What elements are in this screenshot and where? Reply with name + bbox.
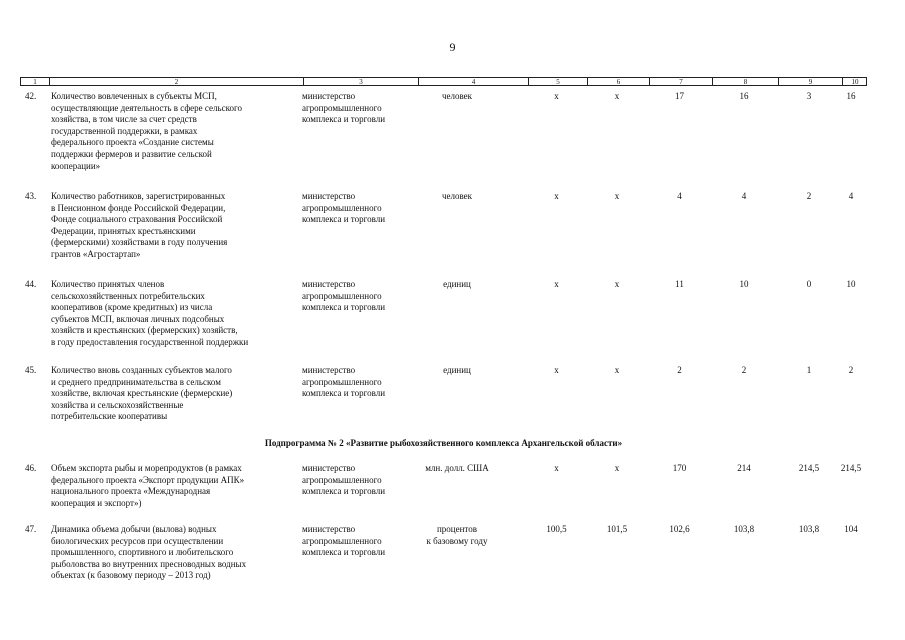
value-cell: 10 bbox=[846, 279, 856, 289]
indicator-name bbox=[51, 365, 291, 423]
responsible-org-line: министерство bbox=[302, 191, 356, 201]
indicator-name-line: Количество вовлеченных в субъекты МСП, bbox=[51, 91, 217, 101]
column-header: 10 bbox=[842, 78, 867, 86]
value-cell: 101,5 bbox=[606, 524, 628, 534]
value-cell: 2 bbox=[741, 365, 747, 375]
value-cell: х bbox=[554, 279, 559, 289]
indicator-name-line: сельскохозяйственных потребительских bbox=[51, 290, 205, 301]
value-cell: 10 bbox=[739, 279, 749, 289]
unit-of-measure-line: процентов bbox=[436, 524, 477, 534]
row-number: 45. bbox=[25, 365, 37, 375]
unit-of-measure-line: единиц bbox=[443, 279, 471, 289]
unit-of-measure bbox=[407, 524, 507, 547]
responsible-org bbox=[302, 91, 422, 126]
responsible-org bbox=[302, 524, 422, 559]
indicator-name-line: и среднего предпринимательства в сельском bbox=[51, 376, 221, 387]
responsible-org-line: комплекса и торговли bbox=[302, 486, 386, 497]
indicator-name-line: кооперация и экспорт») bbox=[51, 497, 142, 508]
row-number: 46. bbox=[25, 463, 37, 473]
indicator-name-line: государственной поддержки, в рамках bbox=[51, 125, 198, 136]
value-cell: 100,5 bbox=[546, 524, 567, 534]
indicator-name-line: Федерации, принятых крестьянскими bbox=[51, 225, 196, 236]
responsible-org-line: комплекса и торговли bbox=[302, 302, 386, 313]
responsible-org-line: агропромышленного bbox=[302, 202, 382, 213]
indicator-name-line: грантов «Агростартап» bbox=[51, 248, 141, 259]
value-cell: 11 bbox=[675, 279, 684, 289]
responsible-org bbox=[302, 365, 422, 400]
row-number: 42. bbox=[25, 91, 37, 101]
responsible-org bbox=[302, 279, 422, 314]
value-cell: 2 bbox=[677, 365, 682, 375]
column-header: 1 bbox=[33, 78, 37, 86]
value-cell: 16 bbox=[739, 91, 749, 101]
row-number: 47. bbox=[25, 524, 37, 534]
unit-of-measure bbox=[407, 365, 507, 377]
indicator-name-line: кооперации» bbox=[51, 160, 101, 171]
page-number: 9 bbox=[449, 40, 456, 54]
indicator-name-line: (фермерскими) хозяйствами в году получения bbox=[51, 237, 228, 248]
value-cell: 103,8 bbox=[798, 524, 820, 534]
value-cell: х bbox=[554, 365, 559, 375]
value-cell: х bbox=[614, 191, 620, 201]
indicator-name-line: в году предоставления государственной поддержки bbox=[51, 336, 249, 347]
responsible-org-line: агропромышленного bbox=[302, 290, 382, 301]
unit-of-measure-line: единиц bbox=[443, 365, 471, 375]
value-cell: 104 bbox=[844, 524, 858, 534]
indicator-name bbox=[51, 279, 291, 349]
responsible-org bbox=[302, 191, 422, 226]
row-number: 44. bbox=[25, 279, 37, 289]
value-cell: 17 bbox=[675, 91, 684, 101]
value-cell: 3 bbox=[806, 91, 812, 101]
value-cell: 1 bbox=[806, 365, 812, 375]
indicator-name-line: объектах (к базовому периоду – 2013 год) bbox=[51, 570, 211, 581]
responsible-org-line: комплекса и торговли bbox=[302, 114, 386, 125]
column-header: 8 bbox=[712, 78, 778, 86]
unit-of-measure bbox=[407, 279, 507, 291]
value-cell: 4 bbox=[677, 191, 682, 201]
indicator-name-line: биологических ресурсов при осуществлении bbox=[51, 535, 224, 546]
indicator-name-line: кооперативов (кроме кредитных) из числа bbox=[51, 302, 213, 313]
indicator-name-line: федерального проекта «Создание системы bbox=[51, 137, 214, 148]
indicator-name-line: хозяйстве, включая крестьянские (фермерские) bbox=[51, 388, 233, 399]
indicator-name-line: хозяйств и крестьянских (фермерских) хозяйств, bbox=[51, 325, 238, 336]
value-cell: 4 bbox=[848, 191, 854, 201]
row-number: 43. bbox=[25, 191, 37, 201]
indicator-name-line: Динамика объема добычи (вылова) водных bbox=[51, 524, 217, 534]
responsible-org-line: комплекса и торговли bbox=[302, 214, 386, 225]
value-cell: х bbox=[554, 463, 559, 473]
value-cell: 16 bbox=[846, 91, 856, 101]
column-header: 2 bbox=[49, 78, 303, 86]
unit-of-measure bbox=[407, 463, 507, 475]
indicator-name-line: субъектов МСП, включая личных подсобных bbox=[51, 313, 225, 324]
column-header: 4 bbox=[418, 78, 528, 86]
indicator-name bbox=[51, 524, 291, 582]
responsible-org-line: министерство bbox=[302, 365, 356, 375]
responsible-org-line: министерство bbox=[302, 463, 356, 473]
indicator-name-line: Объем экспорта рыбы и морепродуктов (в рамках bbox=[51, 463, 242, 473]
column-header: 5 bbox=[528, 78, 587, 86]
responsible-org-line: комплекса и торговли bbox=[302, 547, 386, 558]
unit-of-measure-line: к базовому году bbox=[426, 535, 488, 546]
unit-of-measure-line: млн. долл. США bbox=[425, 463, 489, 473]
column-header: 7 bbox=[649, 78, 712, 86]
responsible-org-line: министерство bbox=[302, 524, 356, 534]
value-cell: 103,8 bbox=[733, 524, 755, 534]
value-cell: х bbox=[554, 191, 559, 201]
subprogram-title: Подпрограмма № 2 «Развитие рыбохозяйственного комплекса Архангельской области» bbox=[264, 438, 623, 448]
indicator-name-line: Фонде социального страхования Российской bbox=[51, 214, 223, 225]
column-header: 6 bbox=[587, 78, 649, 86]
indicator-name-line: осуществляющие деятельность в сфере сельского bbox=[51, 102, 242, 113]
value-cell: 214,5 bbox=[840, 463, 862, 473]
value-cell: 214,5 bbox=[798, 463, 820, 473]
column-header: 9 bbox=[778, 78, 842, 86]
table-header-row bbox=[20, 77, 867, 86]
value-cell: 2 bbox=[848, 365, 854, 375]
indicator-name-line: Количество вновь созданных субъектов малого bbox=[51, 365, 232, 375]
column-header: 3 bbox=[303, 78, 418, 86]
unit-of-measure-line: человек bbox=[441, 91, 473, 101]
value-cell: 0 bbox=[806, 279, 812, 289]
value-cell: х bbox=[614, 91, 620, 101]
indicator-name-line: рыболовства во внутренних пресноводных водных bbox=[51, 558, 247, 569]
value-cell: 170 bbox=[672, 463, 687, 473]
responsible-org-line: комплекса и торговли bbox=[302, 388, 386, 399]
indicator-name-line: в Пенсионном фонде Российской Федерации, bbox=[51, 202, 226, 213]
indicator-name-line: потребительские кооперативы bbox=[51, 411, 168, 422]
value-cell: 102,6 bbox=[669, 524, 690, 534]
unit-of-measure-line: человек bbox=[441, 191, 473, 201]
responsible-org-line: агропромышленного bbox=[302, 376, 382, 387]
indicator-name-line: хозяйства и сельскохозяйственные bbox=[51, 399, 184, 410]
indicator-name-line: поддержки фермеров и развитие сельской bbox=[51, 148, 212, 159]
indicator-name-line: национального проекта «Международная bbox=[51, 486, 211, 497]
indicator-name-line: федерального проекта «Экспорт продукции АПК» bbox=[51, 474, 245, 485]
indicator-name bbox=[51, 91, 291, 172]
indicator-name-line: Количество принятых членов bbox=[51, 279, 165, 289]
indicator-name-line: хозяйства, в том числе за счет средств bbox=[51, 114, 197, 125]
unit-of-measure bbox=[407, 91, 507, 103]
value-cell: 214 bbox=[737, 463, 751, 473]
responsible-org-line: министерство bbox=[302, 279, 356, 289]
responsible-org bbox=[302, 463, 422, 498]
indicator-name-line: промышленного, спортивного и любительского bbox=[51, 547, 234, 558]
indicator-name-line: Количество работников, зарегистрированных bbox=[51, 191, 226, 201]
value-cell: 2 bbox=[806, 191, 812, 201]
value-cell: 4 bbox=[741, 191, 747, 201]
responsible-org-line: агропромышленного bbox=[302, 535, 382, 546]
value-cell: х bbox=[614, 279, 620, 289]
value-cell: х bbox=[614, 365, 620, 375]
indicator-name bbox=[51, 191, 291, 261]
unit-of-measure bbox=[407, 191, 507, 203]
responsible-org-line: агропромышленного bbox=[302, 102, 382, 113]
value-cell: х bbox=[614, 463, 620, 473]
value-cell: х bbox=[554, 91, 559, 101]
responsible-org-line: министерство bbox=[302, 91, 356, 101]
responsible-org-line: агропромышленного bbox=[302, 474, 382, 485]
indicator-name bbox=[51, 463, 291, 509]
